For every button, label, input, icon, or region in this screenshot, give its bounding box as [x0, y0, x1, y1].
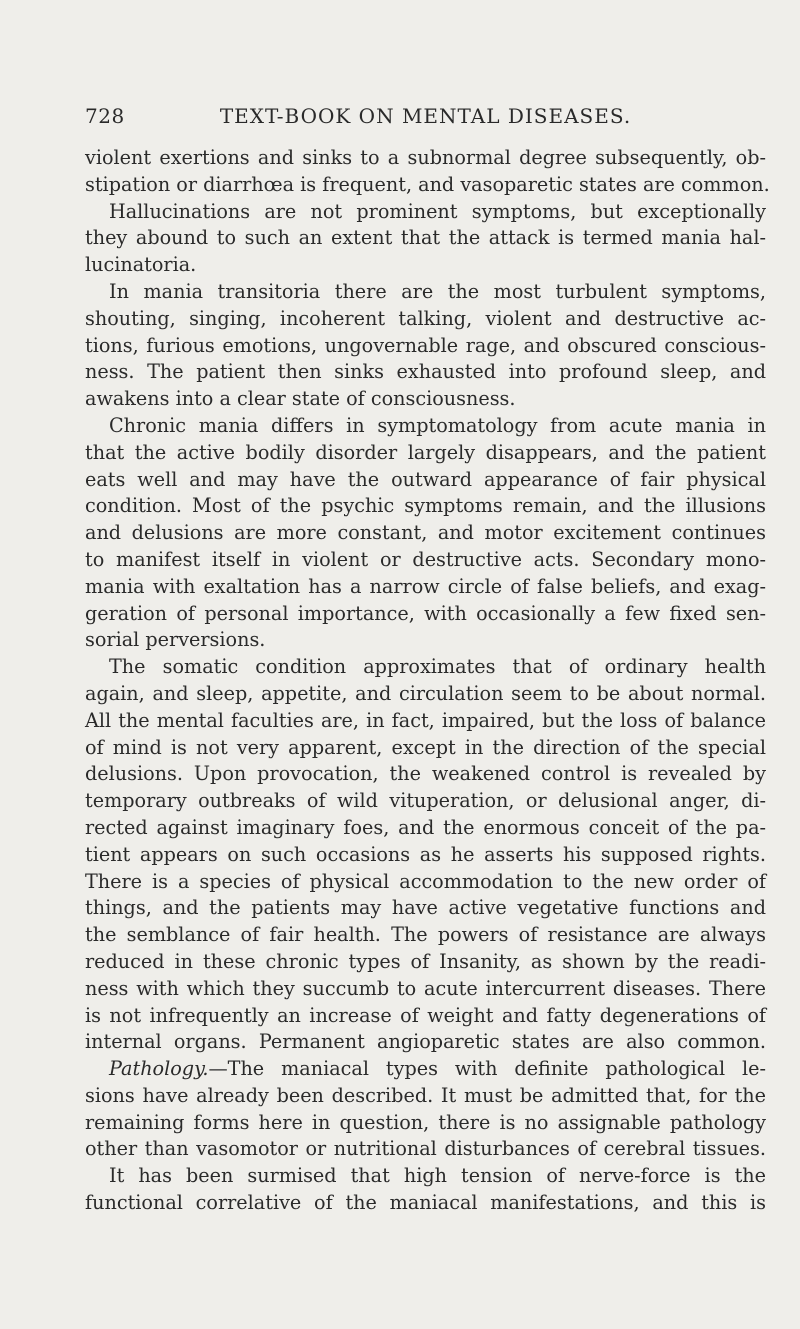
section-heading-pathology: Pathology. — [109, 1057, 209, 1081]
text-line: mania with exaltation has a narrow circle of false beliefs, and exag- — [85, 574, 766, 598]
text-line: tient appears on such occasions as he asserts his supposed rights. — [85, 842, 766, 866]
text-line: that the active bodily disorder largely disappears, and the patient — [85, 440, 766, 464]
text-line: All the mental faculties are, in fact, impaired, but the loss of balance — [85, 708, 766, 732]
text-line: lucinatoria. — [85, 253, 197, 277]
text-line: shouting, singing, incoherent talking, violent and destructive ac- — [85, 306, 766, 330]
text-line: ness. The patient then sinks exhausted into profound sleep, and — [85, 360, 766, 384]
text-line: It has been surmised that high tension of nerve-force is the — [109, 1164, 766, 1188]
text-line: again, and sleep, appetite, and circulation seem to be about normal. — [85, 681, 766, 705]
text-line: reduced in these chronic types of Insanity, as shown by the readi- — [85, 949, 766, 973]
text-line: other than vasomotor or nutritional disturbances of cerebral tissues. — [85, 1137, 766, 1161]
running-head: TEXT-BOOK ON MENTAL DISEASES. — [219, 104, 632, 128]
body-text — [85, 145, 770, 1217]
text-line: stipation or diarrhœa is frequent, and vasoparetic states are common. — [85, 172, 770, 196]
page-number: 728 — [85, 104, 125, 128]
text-line: delusions. Upon provocation, the weakened control is revealed by — [85, 762, 766, 786]
text-line: Chronic mania differs in symptomatology from acute mania in — [109, 413, 766, 437]
text-line: sorial perversions. — [85, 628, 266, 652]
text-line: and delusions are more constant, and motor excitement continues — [85, 521, 766, 545]
text-line: eats well and may have the outward appearance of fair physical — [85, 467, 766, 491]
page-header — [85, 104, 766, 132]
text-line: rected against imaginary foes, and the enormous conceit of the pa- — [85, 815, 766, 839]
text-line: internal organs. Permanent angioparetic states are also common. — [85, 1030, 766, 1054]
text-line: awakens into a clear state of consciousness. — [85, 387, 516, 411]
text-line — [85, 1056, 766, 1083]
text-line: tions, furious emotions, ungovernable rage, and obscured conscious- — [85, 333, 766, 357]
text-line: The somatic condition approximates that of ordinary health — [109, 655, 766, 679]
text-line: condition. Most of the psychic symptoms remain, and the illusions — [85, 494, 766, 518]
text-line: is not infrequently an increase of weight and fatty degenerations of — [85, 1003, 766, 1027]
text-line: Hallucinations are not prominent symptoms, but exceptionally — [109, 199, 766, 223]
text-line: they abound to such an extent that the attack is termed mania hal- — [85, 226, 766, 250]
pathology-text: —The maniacal types with definite pathological le- — [208, 1057, 766, 1081]
text-line: things, and the patients may have active vegetative functions and — [85, 896, 766, 920]
text-line: remaining forms here in question, there is no assignable pathology — [85, 1110, 766, 1134]
text-line: sions have already been described. It must be admitted that, for the — [85, 1083, 766, 1107]
text-line: violent exertions and sinks to a subnormal degree subsequently, ob- — [85, 146, 766, 169]
text-line: to manifest itself in violent or destructive acts. Secondary mono- — [85, 547, 766, 571]
text-line: of mind is not very apparent, except in the direction of the special — [85, 735, 766, 759]
text-line: temporary outbreaks of wild vituperation, or delusional anger, di- — [85, 789, 766, 813]
text-line: functional correlative of the maniacal manifestations, and this is — [85, 1191, 766, 1215]
text-line: ness with which they succumb to acute intercurrent diseases. There — [85, 976, 766, 1000]
text-line: In mania transitoria there are the most turbulent symptoms, — [109, 279, 766, 303]
text-line: geration of personal importance, with occasionally a few fixed sen- — [85, 601, 766, 625]
text-line: the semblance of fair health. The powers of resistance are always — [85, 923, 766, 947]
text-line: There is a species of physical accommodation to the new order of — [85, 869, 766, 893]
